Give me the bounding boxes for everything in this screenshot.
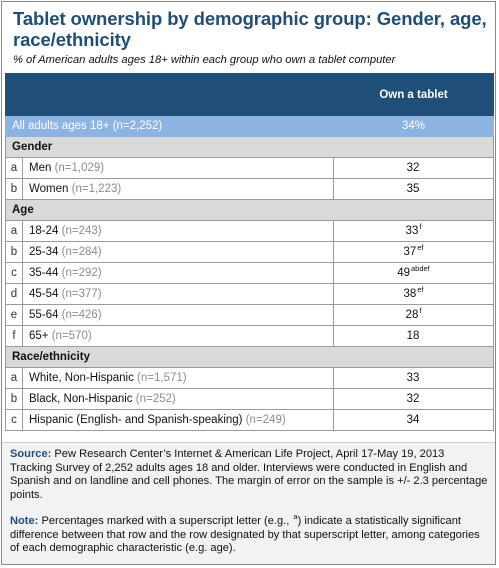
row-value-cell [334, 263, 494, 284]
row-label-cell [23, 368, 334, 389]
row-label-cell [23, 242, 334, 263]
row-label: 25-34 [29, 246, 59, 258]
row-label: 45-54 [29, 288, 59, 300]
row-letter: a [6, 368, 23, 389]
row-letter: c [6, 410, 23, 431]
table-figure [1, 1, 496, 565]
row-value-cell [334, 158, 494, 179]
row-sample-size: (n=1,029) [54, 162, 105, 174]
section-title: Age [6, 200, 494, 221]
row-letter: b [6, 242, 23, 263]
note-text-before: Percentages marked with a superscript letter (e.g., [41, 515, 293, 527]
row-significance-superscript: f [419, 222, 422, 231]
row-value-cell [334, 389, 494, 410]
row-value-cell [334, 284, 494, 305]
row-letter: a [6, 158, 23, 179]
row-value: 33 [405, 225, 419, 237]
row-label-cell [23, 158, 334, 179]
note-superscript: a [293, 512, 298, 521]
row-label-cell [23, 284, 334, 305]
row-value-cell [334, 368, 494, 389]
row-value: 28 [405, 309, 419, 321]
header-blank-cell [6, 74, 334, 116]
row-label: 55-64 [29, 309, 59, 321]
row-value: 37 [403, 246, 417, 258]
row-sample-size: (n=249) [245, 414, 286, 426]
table-header-row [6, 74, 494, 116]
row-label-cell [23, 326, 334, 347]
row-value-cell [334, 221, 494, 242]
table-row [6, 305, 494, 326]
significance-note [10, 512, 488, 556]
row-label-cell [23, 389, 334, 410]
row-value-cell [334, 242, 494, 263]
row-sample-size: (n=243) [61, 225, 102, 237]
section-header-row [6, 200, 494, 221]
all-adults-label: All adults ages 18+ (n=2,252) [6, 116, 334, 137]
ownership-table [5, 73, 494, 431]
row-label: White, Non-Hispanic [29, 372, 134, 384]
row-label: 18-24 [29, 225, 59, 237]
row-sample-size: (n=1,571) [137, 372, 187, 384]
row-sample-size: (n=377) [61, 288, 102, 300]
subtitle: % of American adults ages 18+ within each group who own a tablet computer [13, 54, 396, 66]
row-letter: c [6, 263, 23, 284]
row-label-cell [23, 263, 334, 284]
table-row [6, 410, 494, 431]
source-label: Source: [10, 448, 52, 460]
table-row [6, 389, 494, 410]
row-label: Hispanic (English- and Spanish-speaking) [29, 414, 243, 426]
row-sample-size: (n=426) [61, 309, 102, 321]
row-value: 18 [406, 330, 420, 342]
section-header-row [6, 347, 494, 368]
row-value: 32 [406, 393, 420, 405]
table-row [6, 326, 494, 347]
row-label: 35-44 [29, 267, 59, 279]
row-sample-size: (n=292) [61, 267, 102, 279]
row-value-cell [334, 410, 494, 431]
row-label: 65+ [29, 330, 49, 342]
all-adults-row [6, 116, 494, 137]
row-value: 35 [406, 183, 420, 195]
row-significance-superscript: abdef [411, 264, 430, 273]
table-row [6, 242, 494, 263]
row-value-cell [334, 305, 494, 326]
row-value-cell [334, 326, 494, 347]
source-note [10, 448, 488, 502]
row-letter: f [6, 326, 23, 347]
row-sample-size: (n=1,223) [71, 183, 122, 195]
row-letter: d [6, 284, 23, 305]
row-letter: b [6, 389, 23, 410]
section-title: Race/ethnicity [6, 347, 494, 368]
row-value: 32 [406, 162, 420, 174]
row-letter: e [6, 305, 23, 326]
table-row [6, 284, 494, 305]
row-label-cell [23, 410, 334, 431]
section-title: Gender [6, 137, 494, 158]
row-significance-superscript: f [419, 306, 422, 315]
section-header-row [6, 137, 494, 158]
row-label: Women [29, 183, 69, 195]
row-value-cell [334, 179, 494, 200]
row-sample-size: (n=252) [135, 393, 176, 405]
note-text-after: ) indicate a statistically significant difference between that row and the row designated by that superscript letter, among categories of each demographic characteristic (e.g. age). [10, 515, 480, 554]
row-label: Black, Non-Hispanic [29, 393, 133, 405]
row-value: 33 [406, 372, 420, 384]
row-letter: b [6, 179, 23, 200]
row-sample-size: (n=284) [61, 246, 102, 258]
row-value: 34 [406, 414, 420, 426]
row-sample-size: (n=570) [51, 330, 92, 342]
table-row [6, 158, 494, 179]
note-label: Note: [10, 515, 39, 527]
row-label-cell [23, 179, 334, 200]
row-significance-superscript: ef [417, 243, 424, 252]
table-row [6, 179, 494, 200]
row-label-cell [23, 305, 334, 326]
table-row [6, 368, 494, 389]
table-row [6, 263, 494, 284]
source-text: Pew Research Center’s Internet & American Life Project, April 17-May 19, 2013 Tracking Survey of 2,252 adults ages 18 and older. Interviews were conducted in English and Spanish and on landline and cell phones. The margin of error on the sample is +/- 2.3 percentage points. [10, 448, 488, 501]
row-letter: a [6, 221, 23, 242]
row-label-cell [23, 221, 334, 242]
row-significance-superscript: ef [417, 285, 424, 294]
page-title: Tablet ownership by demographic group: Gender, age, race/ethnicity [13, 8, 487, 50]
row-value: 49 [397, 267, 410, 279]
footer-notes [2, 442, 495, 565]
row-value: 38 [403, 288, 417, 300]
table-row [6, 221, 494, 242]
all-adults-value: 34% [334, 116, 494, 137]
row-label: Men [29, 162, 52, 174]
column-header-own-tablet: Own a tablet [334, 74, 494, 116]
